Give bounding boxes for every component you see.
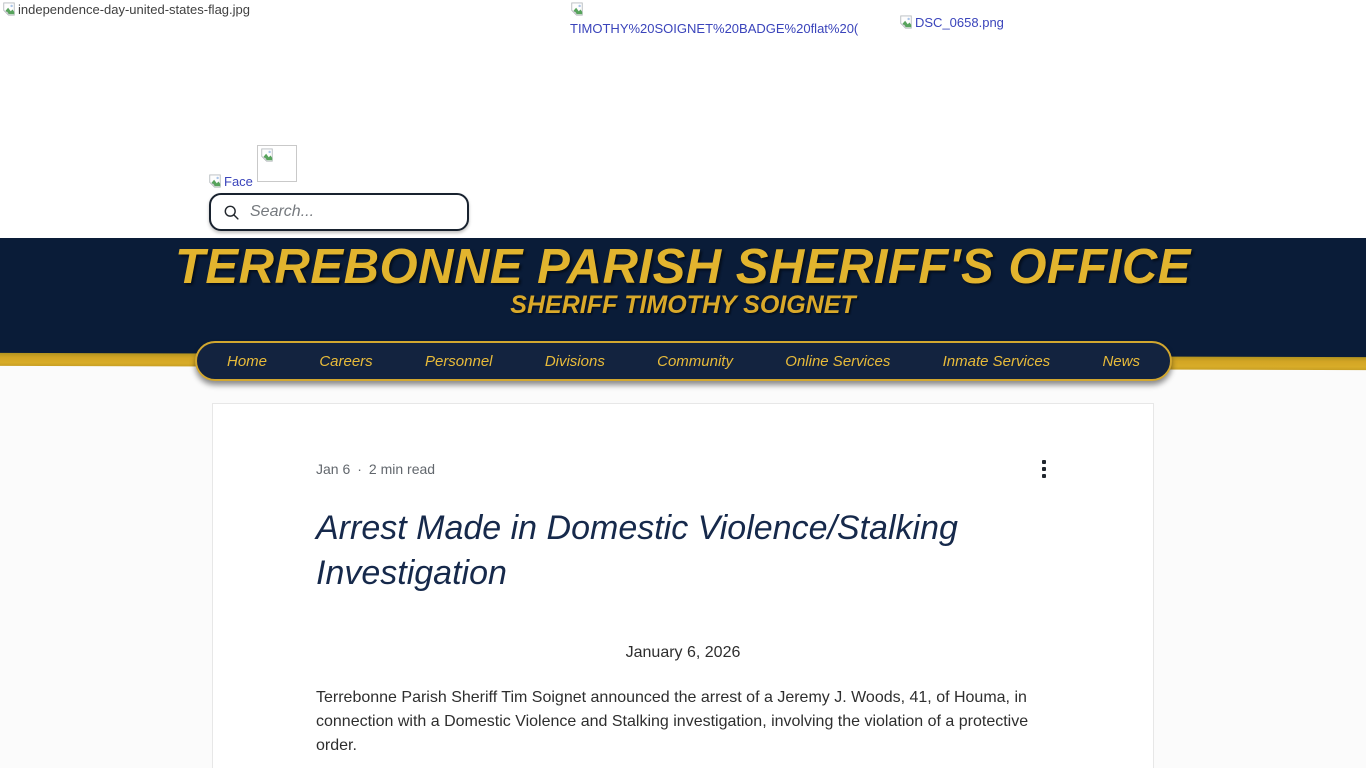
nav-item-news[interactable]: News	[1102, 352, 1140, 370]
site-subtitle: SHERIFF TIMOTHY SOIGNET	[510, 291, 856, 319]
more-options-button[interactable]	[1038, 456, 1050, 482]
broken-image-alt-text: independence-day-united-states-flag.jpg	[18, 2, 250, 17]
nav-item-divisions[interactable]: Divisions	[544, 352, 605, 370]
nav-item-personnel[interactable]: Personnel	[424, 352, 493, 370]
broken-image-independence-flag	[2, 2, 250, 19]
broken-image-icon	[2, 2, 16, 19]
article-date-short: Jan 6	[316, 461, 351, 477]
broken-image-icon	[570, 2, 584, 19]
broken-image-dsc-photo	[899, 15, 1004, 32]
broken-image-sheriff-badge	[570, 2, 858, 36]
empty-image-placeholder	[257, 145, 297, 182]
article-card	[212, 403, 1154, 768]
article-meta	[316, 461, 435, 477]
nav-item-online-services[interactable]: Online Services	[785, 352, 891, 370]
article-title: Arrest Made in Domestic Violence/Stalking Investigation	[316, 509, 958, 592]
search-icon	[223, 204, 240, 221]
article-date-full: January 6, 2026	[625, 644, 741, 661]
search-bar[interactable]	[209, 193, 469, 231]
dot	[1042, 460, 1046, 464]
site-banner	[0, 238, 1366, 370]
article-read-time: 2 min read	[368, 461, 436, 477]
broken-image-icon	[208, 174, 222, 191]
nav-item-careers[interactable]: Careers	[319, 352, 373, 370]
nav-item-home[interactable]: Home	[227, 352, 268, 370]
broken-image-icon	[899, 15, 913, 32]
facebook-alt-text: Face	[224, 174, 253, 189]
broken-image-alt-text: DSC_0658.png	[915, 15, 1004, 30]
meta-separator: ·	[357, 461, 362, 477]
main-navigation	[195, 341, 1172, 381]
nav-item-community[interactable]: Community	[657, 352, 733, 370]
article-body: Terrebonne Parish Sheriff Tim Soignet announced the arrest of a Jeremy J. Woods, 41, of Houma, in connection with a Domestic Violence and Stalking investigation, involving the violation of a protective order.	[316, 689, 1029, 754]
search-input[interactable]	[250, 203, 457, 221]
dot	[1042, 474, 1046, 478]
site-title: TERREBONNE PARISH SHERIFF'S OFFICE	[175, 240, 1191, 294]
nav-item-inmate-services[interactable]: Inmate Services	[942, 352, 1051, 370]
facebook-link[interactable]	[208, 174, 253, 191]
page-content	[0, 362, 1366, 768]
broken-image-alt-text: TIMOTHY%20SOIGNET%20BADGE%20flat%20(	[570, 21, 859, 36]
broken-image-icon	[260, 148, 274, 162]
article-meta-row	[316, 456, 1050, 482]
dot	[1042, 467, 1046, 471]
header-top	[0, 0, 1366, 238]
